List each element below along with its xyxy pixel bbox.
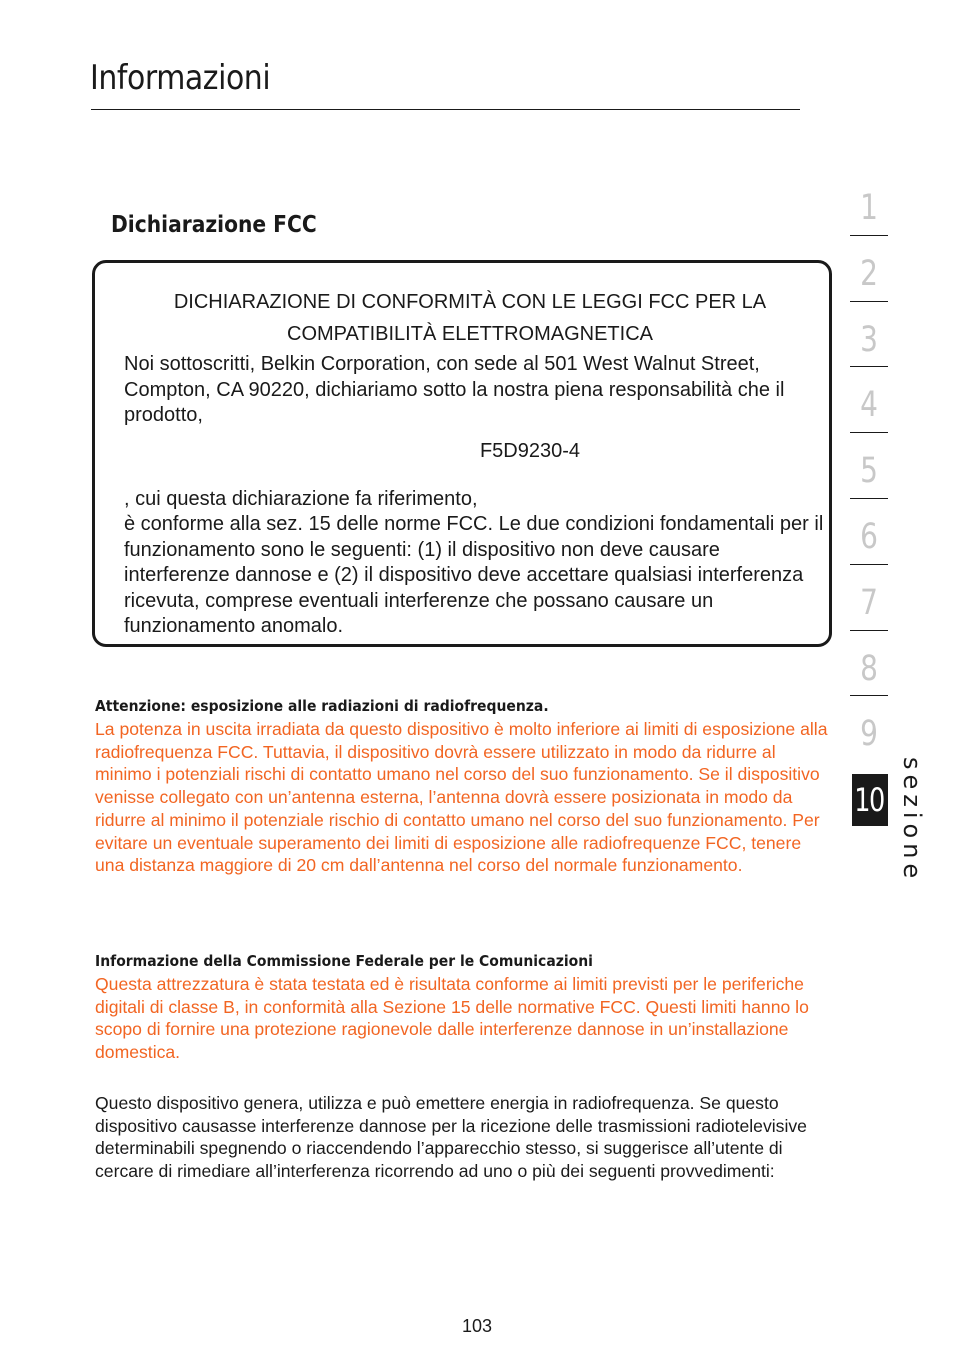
- section-number: 7: [860, 582, 878, 623]
- section-nav-item-10[interactable]: [850, 772, 888, 838]
- nav-divider: [850, 498, 888, 499]
- section-number: 8: [860, 648, 878, 689]
- section-side-label: sezione: [898, 757, 926, 884]
- section-number: 9: [860, 714, 878, 755]
- nav-divider: [850, 301, 888, 302]
- section-number: 1: [860, 188, 878, 228]
- rf-warning-text: La potenza in uscita irradiata da questo dispositivo è molto inferiore ai limiti di esposizione alla radiofrequenza FCC. Tuttavia, il dispositivo dovrà essere utilizzato in modo da ridurre al minimo i potenziali rischi di contatto umano nel corso del suo funzionamento. Se il dispositivo venisse collegato con un’antenna esterna, l’antenna dovrà essere posizionata in modo da ridurre al minimo il potenziale rischio di contatto umano nel corso del suo funzionamento. Per evitare un eventuale superamento dei limiti di esposizione alle radiofrequenze FCC, tenere una distanza maggiore di 20 cm dall’antenna nel corso del normale funzionamento.: [95, 719, 828, 876]
- declaration-body: è conforme alla sez. 15 delle norme FCC. Le due condizioni fondamentali per il funzionamento sono le seguenti: (1) il dispositivo non deve causare interferenze dannose e (2) il dispositivo deve accettare qualsiasi interferenza ricevuta, comprese eventuali interferenze che possano causare un funzionamento anomalo.: [124, 513, 824, 637]
- section-nav-item-4[interactable]: [850, 377, 888, 443]
- declaration-model: F5D9230-4: [479, 440, 581, 462]
- section-number: 5: [860, 451, 878, 492]
- device-info-text: Questo dispositivo genera, utilizza e può emettere energia in radiofrequenza. Se questo dispositivo causasse interferenze dannose per la ricezione delle trasmissioni radiotelevisive determinabili spegnendo o riaccendendo l’apparecchio stesso, si suggerisce all’utente di cercare di rimediare all’interferenza ricorrendo ad uno o più dei seguenti provvedimenti:: [95, 1093, 807, 1182]
- nav-divider: [850, 366, 888, 367]
- nav-divider: [850, 695, 888, 696]
- section-nav-item-6[interactable]: [850, 509, 888, 575]
- section-nav-item-9[interactable]: [850, 706, 888, 772]
- page-title: Informazioni: [90, 58, 271, 98]
- declaration-reference: , cui questa dichiarazione fa riferimento,: [124, 488, 478, 510]
- section-nav-item-1[interactable]: [850, 180, 888, 246]
- section-number: 3: [860, 319, 878, 360]
- section-number: 6: [860, 516, 878, 557]
- rf-warning-heading: Attenzione: esposizione alle radiazioni di radiofrequenza.: [95, 697, 549, 715]
- title-divider: [91, 109, 800, 110]
- section-nav-item-8[interactable]: [850, 641, 888, 707]
- declaration-heading-line1: DICHIARAZIONE DI CONFORMITÀ CON LE LEGGI FCC PER LA: [173, 291, 767, 313]
- section-nav: [850, 180, 888, 838]
- section-number-active: 10: [854, 781, 884, 820]
- section-nav-item-2[interactable]: [850, 246, 888, 312]
- section-nav-item-3[interactable]: [850, 312, 888, 378]
- nav-divider: [850, 564, 888, 565]
- section-heading: Dichiarazione FCC: [111, 212, 317, 238]
- declaration-heading-line2: COMPATIBILITÀ ELETTROMAGNETICA: [287, 323, 653, 345]
- nav-divider: [850, 432, 888, 433]
- section-number: 4: [860, 385, 878, 426]
- nav-divider: [850, 630, 888, 631]
- nav-divider: [850, 235, 888, 236]
- fcc-info-text: Questa attrezzatura è stata testata ed è risultata conforme ai limiti previsti per le periferiche digitali di classe B, in conformità alla Sezione 15 delle normative FCC. Questi limiti hanno lo scopo di fornire una protezione ragionevole dalle interferenze dannose in un’installazione domestica.: [95, 974, 809, 1063]
- section-nav-item-5[interactable]: [850, 443, 888, 509]
- declaration-intro: Noi sottoscritti, Belkin Corporation, con sede al 501 West Walnut Street, Compton, CA 90220, dichiariamo sotto la nostra piena responsabilità che il prodotto,: [124, 353, 785, 426]
- page-number: 103: [461, 1316, 493, 1336]
- fcc-info-heading: Informazione della Commissione Federale per le Comunicazioni: [95, 952, 593, 970]
- section-number: 2: [860, 253, 878, 294]
- section-nav-item-7[interactable]: [850, 575, 888, 641]
